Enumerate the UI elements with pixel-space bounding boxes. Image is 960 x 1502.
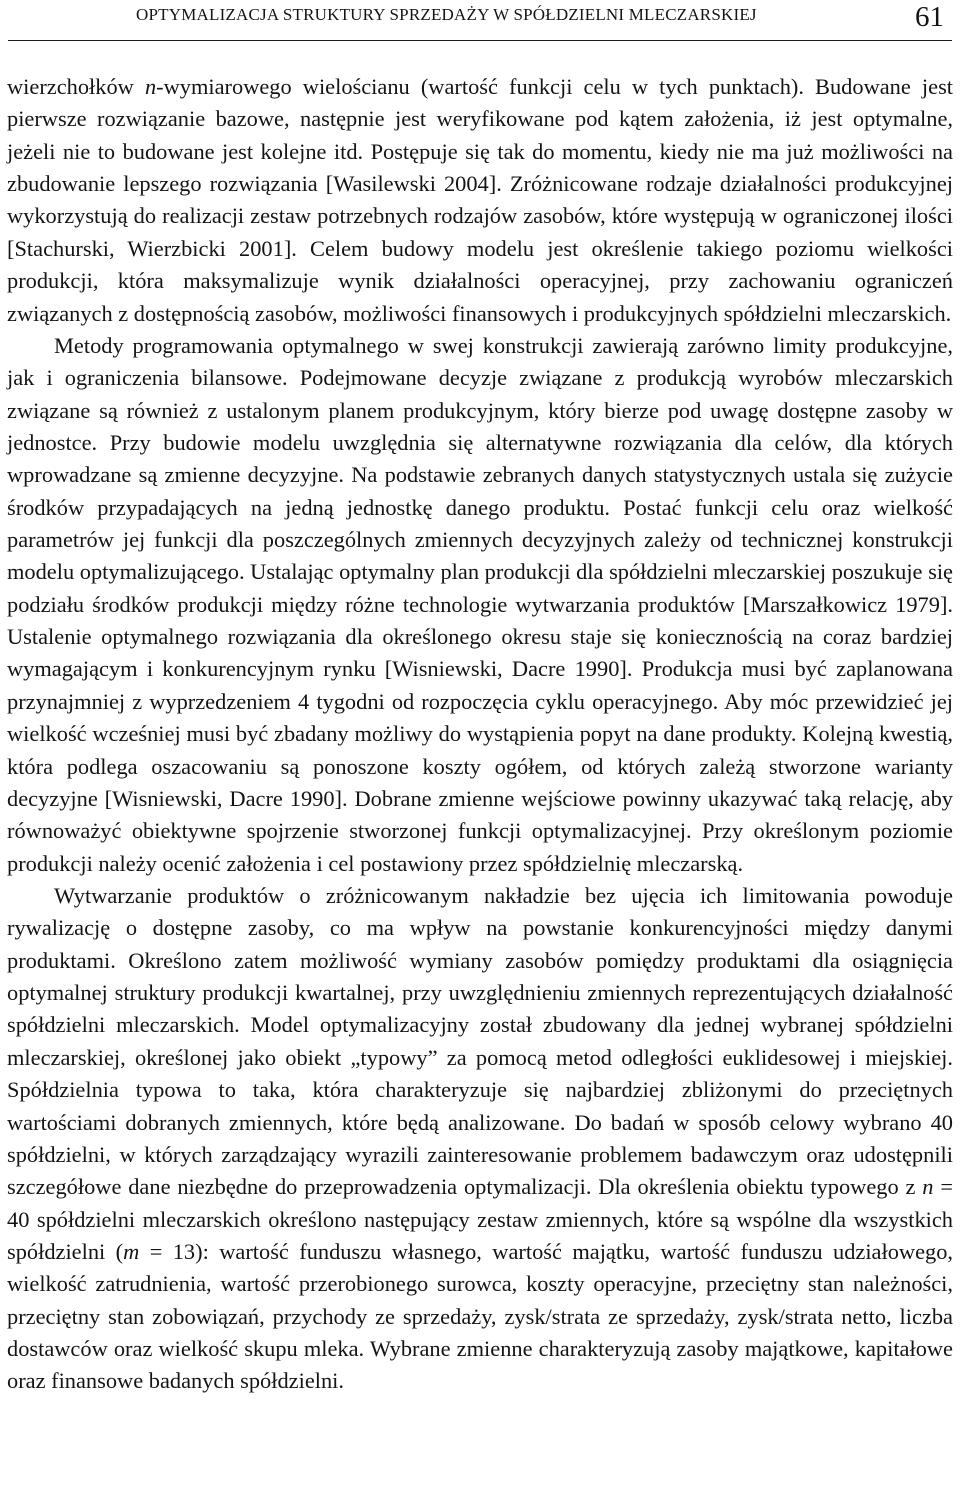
math-variable-n: n [144,74,157,99]
running-title: OPTYMALIZACJA STRUKTURY SPRZEDAŻY W SPÓŁDZIELNI MLECZARSKIEJ [136,5,757,24]
math-variable-n: n [922,1174,934,1200]
text-run: = 13): wartość funduszu własnego, wartość majątku, wartość funduszu udziałowego, wielkość zatrudnienia, wartość przerobionego surowca, koszty operacyjne, przeciętny stan należności, przeciętny stan zobowiązań, przychody ze sprzedaży, zysk/strata ze sprzedaży, zysk/strata netto, liczba dostawców oraz wielkość skupu mleka. Wybrane zmienne charakteryzują zasoby majątkowe, kapitałowe oraz finansowe badanych spółdzielni. [7,1238,954,1394]
math-variable-m: m [123,1238,140,1264]
paragraph-2: Metody programowania optymalnego w swej konstrukcji zawierają zarówno limity produkcyjne, jak i ograniczenia bilansowe. Podejmowane decyzje związane z produkcją wyrobów mleczarskich związane są również z ustalonym planem produkcyjnym, który bierze pod uwagę dostępne zasoby w jednostce. Przy budowie modelu uwzględnia się alternatywne rozwiązania dla celów, dla których wprowadzane są zmienne decyzyjne. Na podstawie zebranych danych statystycznych ustala się zużycie środków przypadających na jedną jednostkę danego produktu. Postać funkcji celu oraz wielkość parametrów jej funkcji dla poszczególnych zmiennych decyzyjnych zależy od technicznej konstrukcji modelu optymalizującego. Ustalając optymalny plan produkcji dla spółdzielni mleczarskiej poszukuje się podziału środków produkcji między różne technologie wytwarzania produktów [Marszałkowicz 1979]. Ustalenie optymalnego rozwiązania dla określonego okresu staje się koniecznością na coraz bardziej wymagającym i konkurencyjnym rynku [Wisniewski, Dacre 1990]. Produkcja musi być zaplanowana przynajmniej z wyprzedzeniem 4 tygodni od rozpoczęcia cyklu operacyjnego. Aby móc przewidzieć jej wielkość wcześniej musi być zbadany możliwy do wystąpienia popyt na dane produkty. Kolejną kwestią, która podlega oszacowaniu są ponoszone koszty ogółem, od których zależą stworzone warianty decyzyjne [Wisniewski, Dacre 1990]. Dobrane zmienne wejściowe powinny ukazywać taką relację, aby równoważyć obiektywne spojrzenie stworzonej funkcji optymalizacyjnej. Przy określonym poziomie produkcji należy ocenić założenia i cel postawiony przez spółdzielnię mleczarską. [7,332,953,876]
running-header [8,0,952,41]
text-run: -wymiarowego wielościanu (wartość funkcji celu w tych punktach). Budowane jest pierwsze rozwiązanie bazowe, następnie jest weryfikowane pod kątem założenia, iż jest optymalne, jeżeli nie to budowane jest kolejne itd. Postępuje się tak do momentu, kiedy nie ma już możliwości na zbudowanie lepszego rozwiązania [Wasilewski 2004]. Zróżnicowane rodzaje działalności produkcyjnej wykorzystują do realizacji zestaw potrzebnych rodzajów zasobów, które występują w ograniczonej ilości [Stachurski, Wierzbicki 2001]. Celem budowy modelu jest określenie takiego poziomu wielkości produkcji, która maksymalizuje wynik działalności operacyjnej, przy zachowaniu ograniczeń związanych z dostępnością zasobów, możliwości finansowych i produkcyjnych spółdzielni mleczarskich. [7,74,954,326]
text-run: wierzchołków [7,74,145,99]
paragraph-3 [7,880,953,1398]
paragraph-1 [7,71,953,330]
page-number: 61 [915,1,944,33]
body-text [7,71,953,1398]
text-run: = 40 spółdzielni mleczarskich określono następujący zestaw zmiennych, które są wspólne dla wszystkich spółdzielni ( [7,1174,953,1264]
text-run: Wytwarzanie produktów o zróżnicowanym nakładzie bez ujęcia ich limitowania powoduje rywalizację o dostępne zasoby, co ma wpływ na powstanie konkurencyjności między danymi produktami. Określono zatem możliwość wymiany zasobów pomiędzy produktami dla osiągnięcia optymalnej struktury produkcji kwartalnej, przy uwzględnieniu zmiennych reprezentujących działalność spółdzielni mleczarskich. Model optymalizacyjny został zbudowany dla jednej wybranej spółdzielni mleczarskiej, określonej jako obiekt „typowy” za pomocą metod odległości euklidesowej i miejskiej. Spółdzielnia typowa to taka, która charakteryzuje się najbardziej zbliżonymi do przeciętnych wartościami dobranych zmiennych, które będą analizowane. Do badań w sposób celowy wybrano 40 spółdzielni, w których zarządzający wyrazili zainteresowanie problemem badawczym oraz udostępnili szczegółowe dane niezbędne do przeprowadzenia optymalizacji. Dla określenia obiektu typowego z [7,882,953,1200]
